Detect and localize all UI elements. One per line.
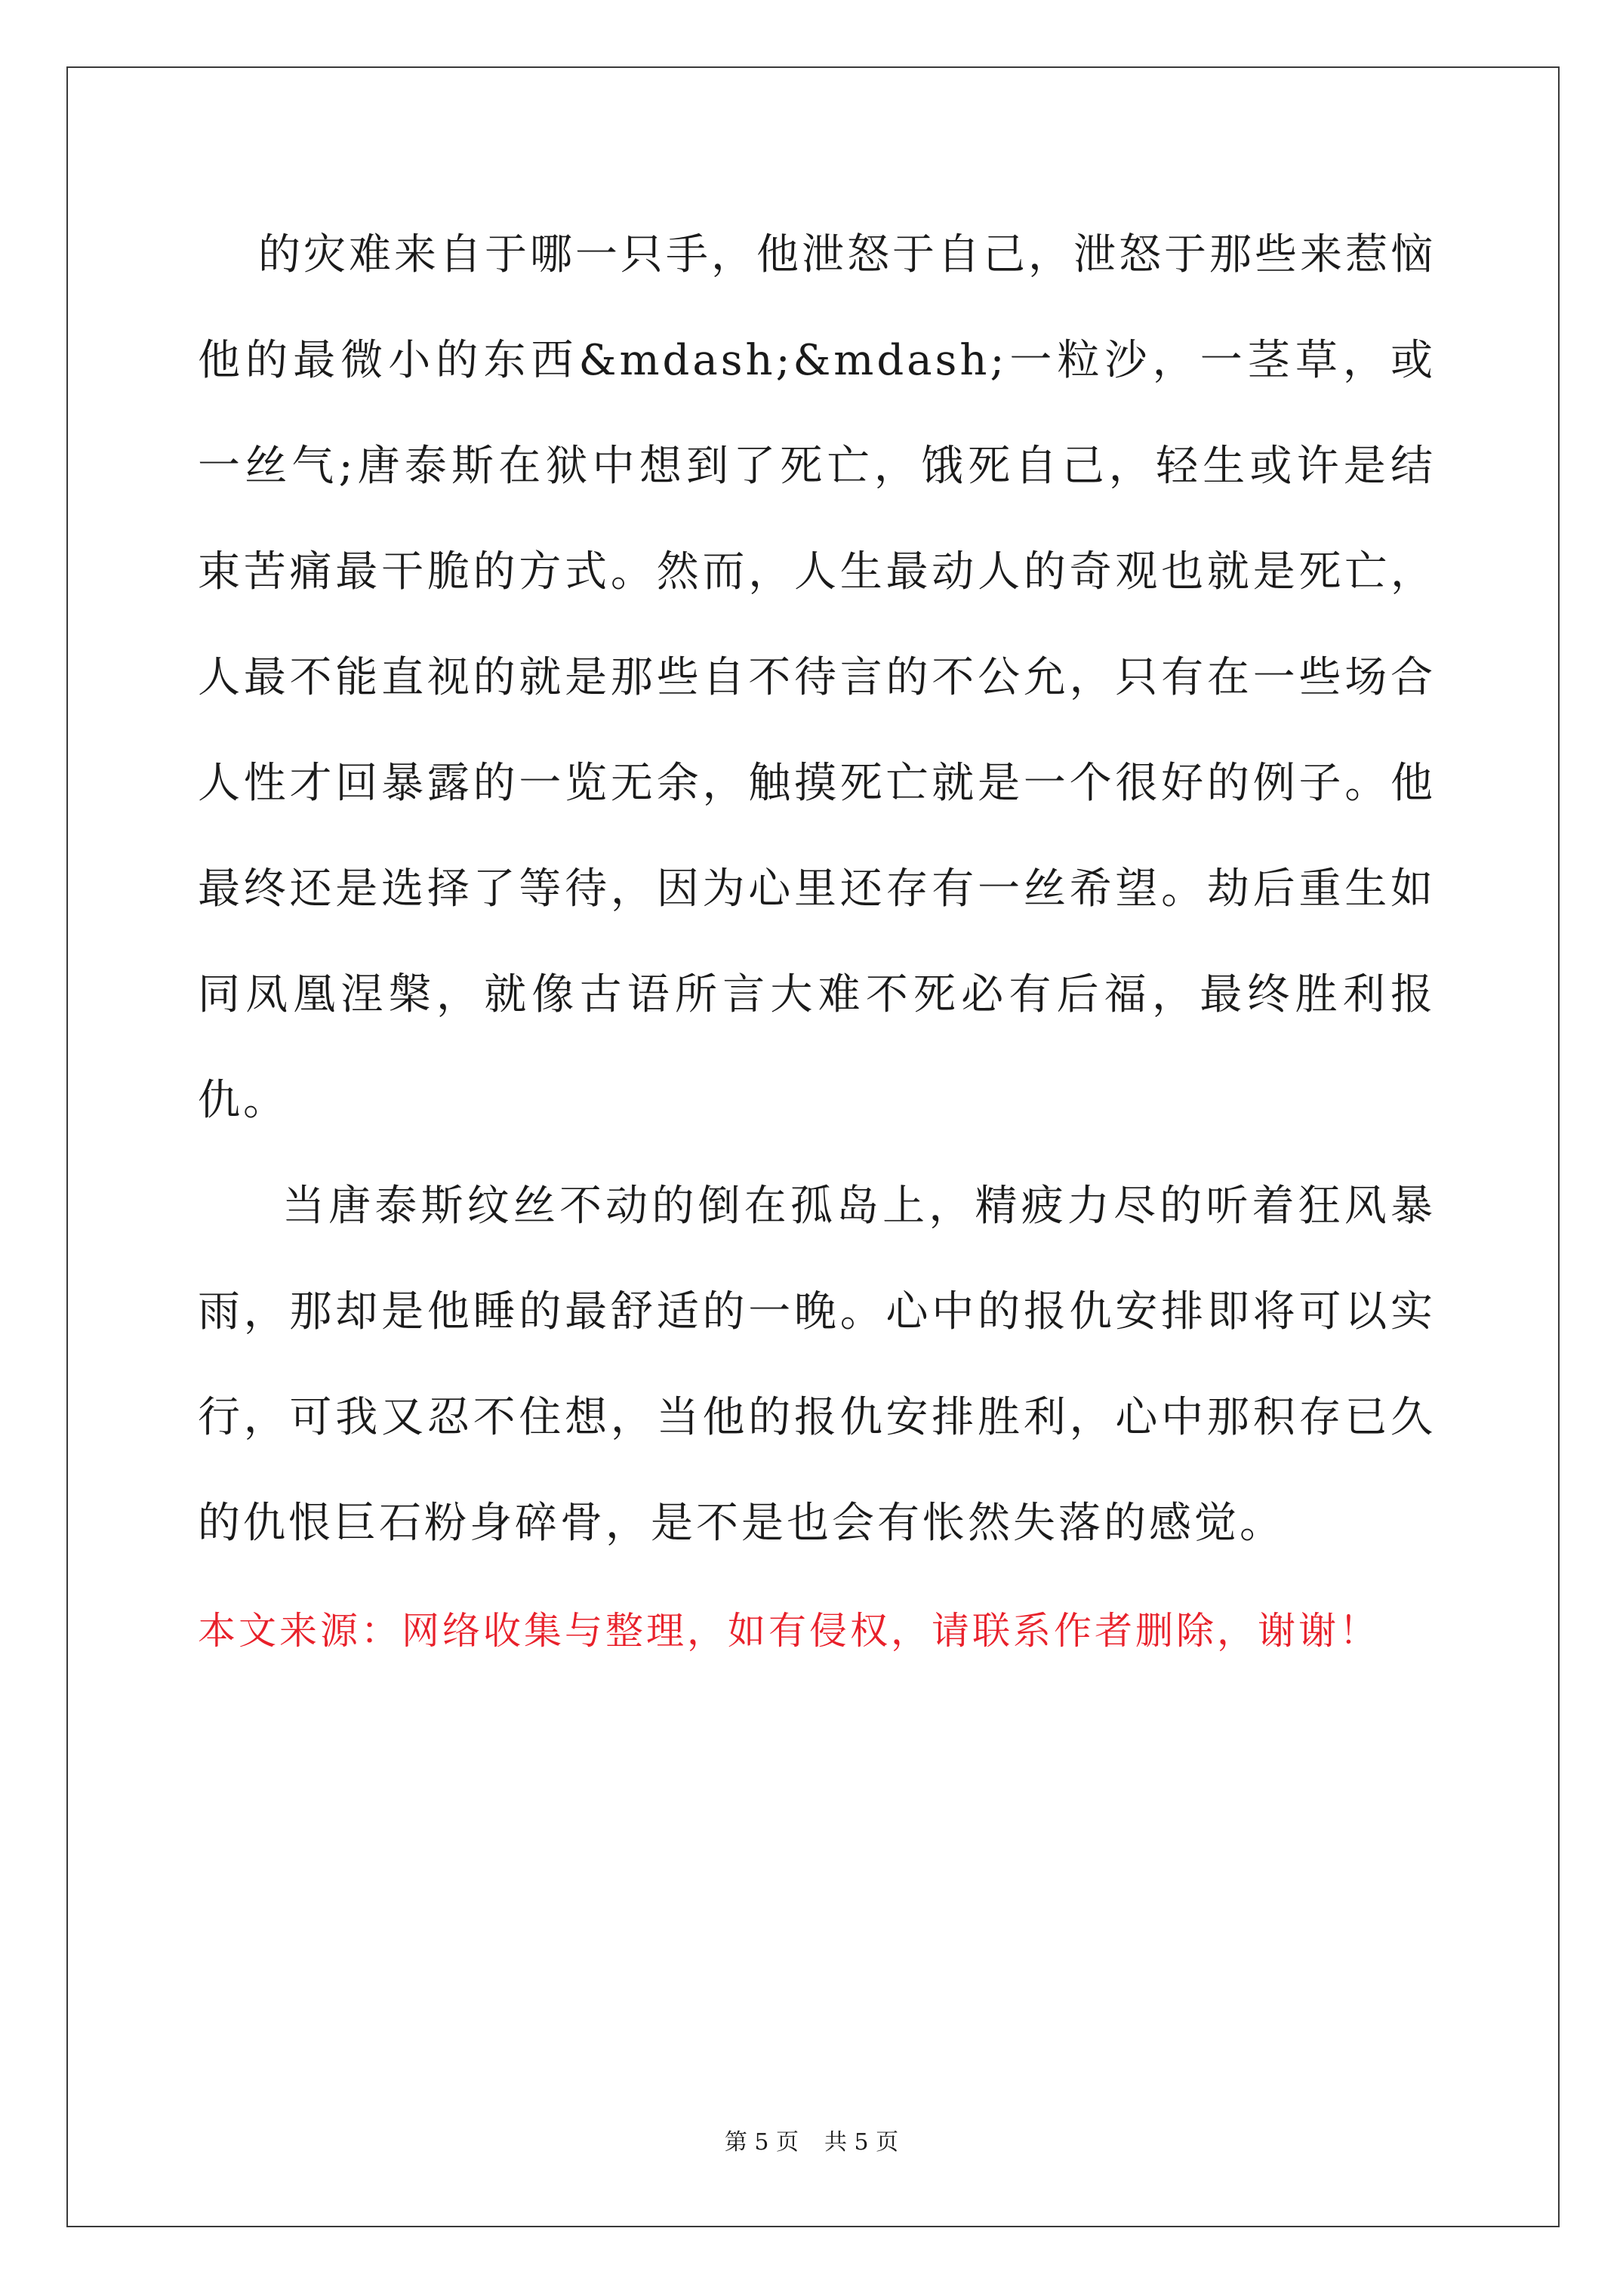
page-number-current: 第 5 页 xyxy=(724,2129,799,2156)
source-disclaimer: 本文来源：网络收集与整理，如有侵权，请联系作者删除，谢谢！ xyxy=(198,1609,1380,1653)
paragraph-1: 的灾难来自于哪一只手，他泄怒于自己，泄怒于那些来惹恼他的最微小的东西&mdash;&mdash;一粒沙，一茎草，或一丝气;唐泰斯在狱中想到了死亡，饿死自己，轻生或许是结束苦痛最干脆的方式。然而，人生最动人的奇观也就是死亡，人最不能直视的就是那些自不待言的不公允，只有在一些场合人性才回暴露的一览无余，触摸死亡就是一个很好的例子。他最终还是选择了等待，因为心里还存有一丝希望。劫后重生如同凤凰涅槃，就像古语所言大难不死必有后福，最终胜利报仇。 xyxy=(198,230,1436,1125)
paragraph-2: 当唐泰斯纹丝不动的倒在孤岛上，精疲力尽的听着狂风暴雨，那却是他睡的最舒适的一晚。心中的报仇安排即将可以实行，可我又忍不住想，当他的报仇安排胜利，心中那积存已久的仇恨巨石粉身碎骨，是不是也会有怅然失落的感觉。 xyxy=(198,1182,1436,1548)
page-number-total: 共 5 页 xyxy=(824,2129,899,2156)
page-footer xyxy=(0,2128,1623,2158)
document-body xyxy=(198,202,1436,1576)
